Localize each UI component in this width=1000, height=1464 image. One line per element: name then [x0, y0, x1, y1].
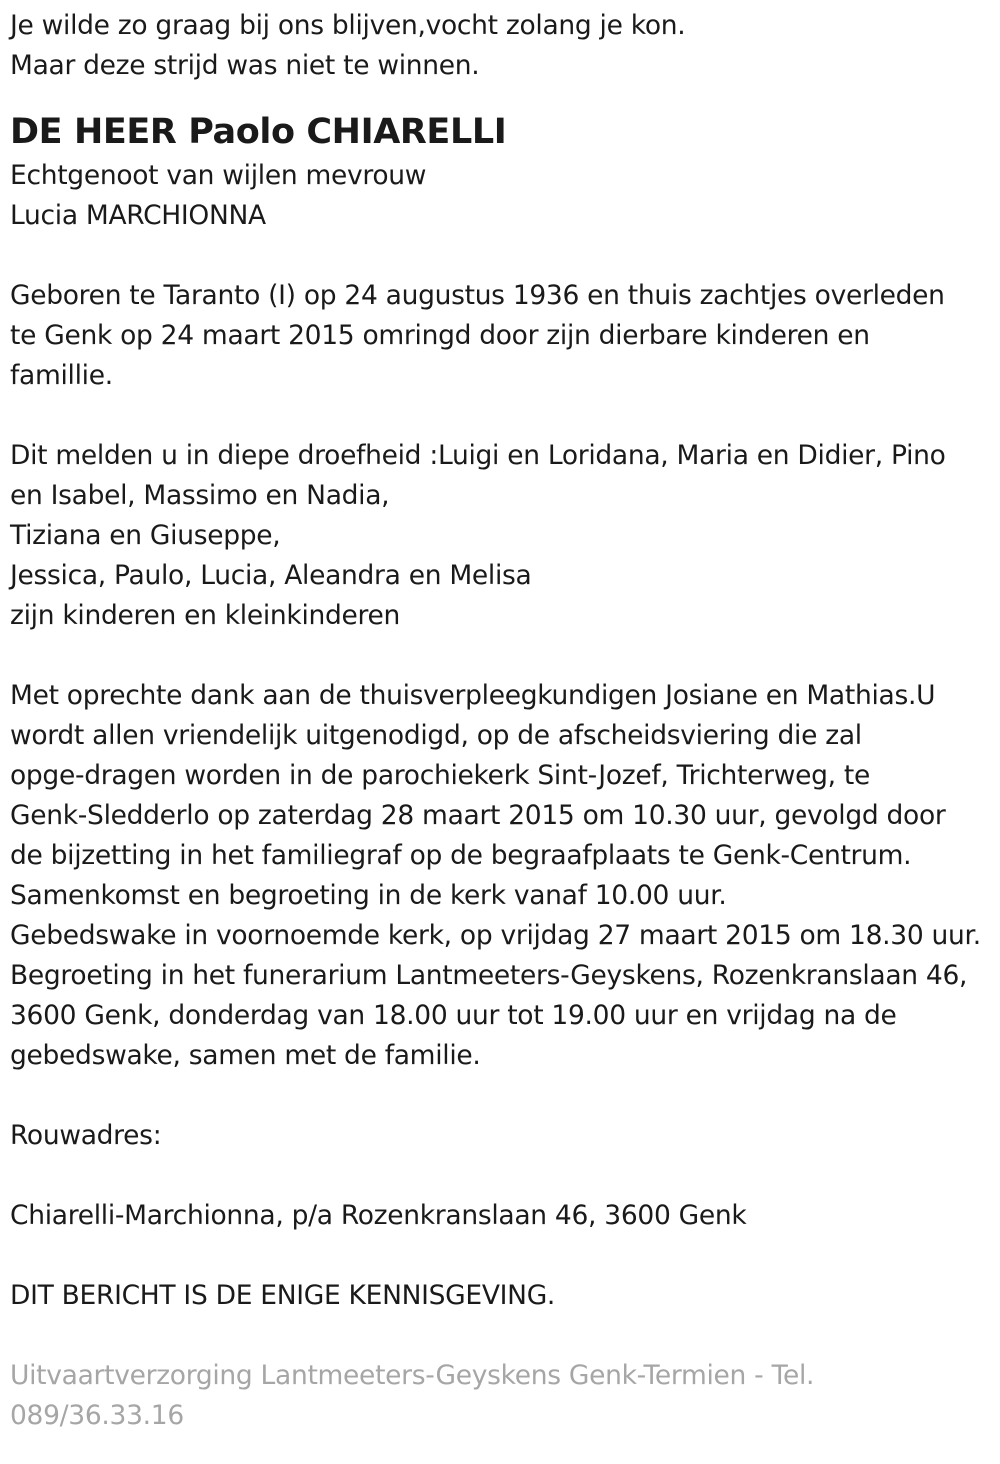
- spouse-info: [10, 156, 995, 236]
- motto-line: Je wilde zo graag bij ons blijven,vocht zolang je kon.: [10, 10, 686, 41]
- ceremony-details: [10, 676, 995, 1076]
- family-line: Tiziana en Giuseppe,: [10, 520, 281, 551]
- notice-statement: DIT BERICHT IS DE ENIGE KENNISGEVING.: [10, 1280, 556, 1311]
- birth-death-info: [10, 276, 995, 396]
- address-label: Rouwadres:: [10, 1120, 162, 1151]
- ceremony-line: opge-dragen worden in de parochiekerk Sint-Jozef, Trichterweg, te: [10, 760, 870, 791]
- footer-line: 089/36.33.16: [10, 1400, 184, 1431]
- family-line: Dit melden u in diepe droefheid :Luigi en Loridana, Maria en Didier, Pino: [10, 440, 946, 471]
- family-line: en Isabel, Massimo en Nadia,: [10, 480, 390, 511]
- spouse-line: Echtgenoot van wijlen mevrouw: [10, 160, 427, 191]
- birth-line: Geboren te Taranto (I) op 24 augustus 1936 en thuis zachtjes overleden: [10, 280, 945, 311]
- family-announcement: [10, 436, 995, 636]
- ceremony-line: gebedswake, samen met de familie.: [10, 1040, 481, 1071]
- motto: [10, 6, 995, 86]
- obituary-notice: [10, 0, 995, 1436]
- ceremony-line: Met oprechte dank aan de thuisverpleegkundigen Josiane en Mathias.U: [10, 680, 936, 711]
- birth-line: famillie.: [10, 360, 113, 391]
- ceremony-line: Gebedswake in voornoemde kerk, op vrijdag 27 maart 2015 om 18.30 uur.: [10, 920, 981, 951]
- spouse-line: Lucia MARCHIONNA: [10, 200, 266, 231]
- family-line: zijn kinderen en kleinkinderen: [10, 600, 401, 631]
- footer-line: Uitvaartverzorging Lantmeeters-Geyskens Genk-Termien - Tel.: [10, 1360, 815, 1391]
- ceremony-line: wordt allen vriendelijk uitgenodigd, op de afscheidsviering die zal: [10, 720, 862, 751]
- family-line: Jessica, Paulo, Lucia, Aleandra en Melisa: [10, 560, 532, 591]
- mourning-address: Chiarelli-Marchionna, p/a Rozenkranslaan 46, 3600 Genk: [10, 1200, 747, 1231]
- deceased-name: DE HEER Paolo CHIARELLI: [10, 112, 507, 152]
- ceremony-line: de bijzetting in het familiegraf op de begraafplaats te Genk-Centrum.: [10, 840, 912, 871]
- birth-line: te Genk op 24 maart 2015 omringd door zijn dierbare kinderen en: [10, 320, 870, 351]
- ceremony-line: Begroeting in het funerarium Lantmeeters-Geyskens, Rozenkranslaan 46,: [10, 960, 968, 991]
- funeral-home-footer: [10, 1356, 995, 1436]
- ceremony-line: 3600 Genk, donderdag van 18.00 uur tot 19.00 uur en vrijdag na de: [10, 1000, 897, 1031]
- ceremony-line: Genk-Sledderlo op zaterdag 28 maart 2015 om 10.30 uur, gevolgd door: [10, 800, 946, 831]
- ceremony-line: Samenkomst en begroeting in de kerk vanaf 10.00 uur.: [10, 880, 727, 911]
- motto-line: Maar deze strijd was niet te winnen.: [10, 50, 480, 81]
